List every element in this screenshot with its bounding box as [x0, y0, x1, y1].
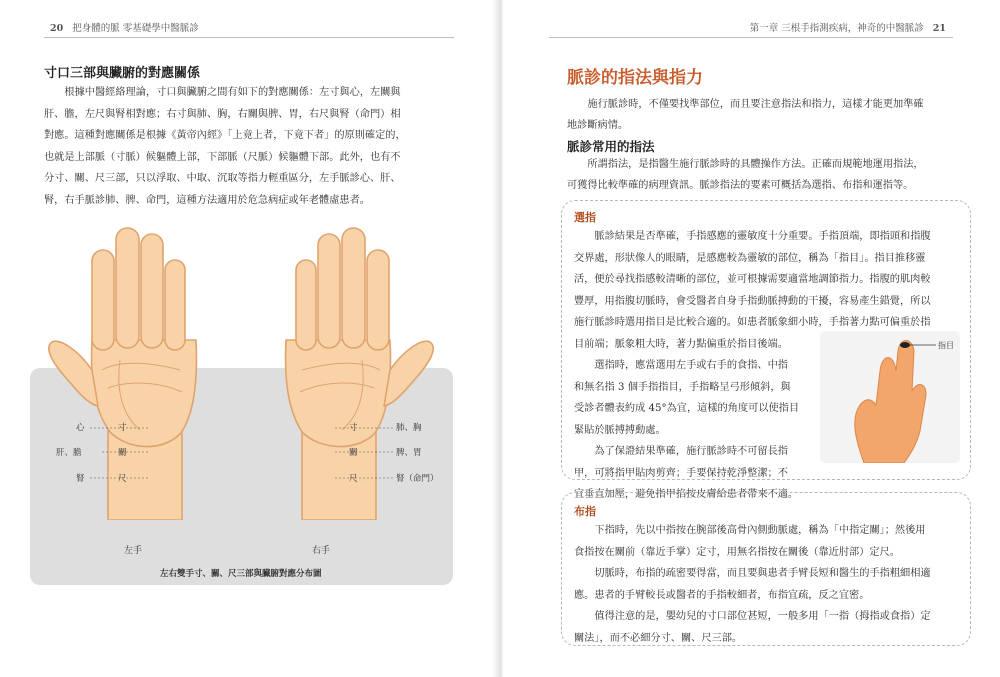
left-organ-kidney: 腎 — [76, 474, 85, 484]
right-organ-mingmen: 腎（命門） — [396, 474, 439, 484]
box2-title: 布指 — [574, 505, 596, 518]
right-subheading: 脈診常用的指法 — [567, 139, 655, 154]
box1-line-6: 目前端；脈象粗大時，著力點偏重於指目後端。 — [574, 338, 788, 350]
intro-line-2: 地診斷病情。 — [567, 120, 629, 131]
left-running-head — [44, 20, 199, 34]
box1-title: 選指 — [574, 211, 596, 224]
left-pos-cun: 寸 — [118, 423, 127, 433]
left-line-1: 根據中醫經絡理論，寸口與臟腑之間有如下的對應關係：左寸與心，左關與 — [64, 87, 401, 98]
left-organ-liver: 肝、膽 — [56, 448, 82, 458]
finger-photo — [820, 331, 960, 463]
box1-short-3: 受診者體表約成 45°為宜，這樣的角度可以使指目 — [574, 403, 800, 414]
hands-illustration — [30, 220, 453, 520]
box1-short-7: 宜垂直加壓，避免指甲掐按皮膚給患者帶來不適。 — [574, 489, 799, 500]
left-header-rule — [44, 37, 454, 38]
right-pos-cun: 寸 — [349, 423, 358, 433]
right-page — [503, 0, 1000, 677]
box1-line-4: 豐厚，用指腹切脈時，會受醫者自身手指動脈搏動的干擾，容易產生錯覺，所以 — [574, 295, 931, 307]
left-hand-label: 左手 — [124, 546, 143, 556]
right-title: 脈診的指法與指力 — [567, 68, 703, 88]
left-heading: 寸口三部與臟腑的對應關係 — [44, 66, 201, 81]
box1-line-3: 活，便於尋找指感較清晰的部位，並可根據需要適當地調節指力。指腹的肌肉較 — [574, 274, 931, 285]
box2-line-2: 食指按在關前（靠近手掌）定寸，用無名指按在關後（靠近肘部）定尺。 — [574, 546, 900, 558]
right-header-rule — [549, 37, 953, 38]
box1-short-5: 為了保證結果準確，施行脈診時不可留長指 — [594, 446, 788, 457]
left-pos-guan: 關 — [118, 448, 127, 458]
box1-line-5: 施行脈診時選用指目是比較合適的。如患者脈象細小時，手指著力點可偏重於指 — [574, 317, 931, 328]
left-line-3: 對應。這種對應關係是根據《黃帝內經》「上竟上者，下竟下者」的原則確定的， — [44, 130, 406, 141]
box1-short-6: 甲，可將指甲貼肉剪齊；手要保持乾淨整潔；不 — [574, 467, 788, 479]
box2-line-5: 值得注意的是，嬰幼兒的寸口部位甚短，一般多用「一指（拇指或食指）定 — [594, 611, 931, 622]
box1-line-1: 脈診結果是否準確，手指感應的靈敏度十分重要。手指頂端，即指頭和指腹 — [594, 231, 931, 242]
sub-line-2: 可獲得比較準確的病理資訊。脈診指法的要素可概括為選指、布指和運指等。 — [567, 180, 914, 191]
left-page — [0, 0, 497, 677]
box1-short-1: 選指時，應當選用左手或右手的食指、中指 — [594, 360, 788, 371]
left-organ-heart: 心 — [76, 423, 85, 433]
box2-line-6: 關法」，而不必細分寸、關、尺三部。 — [574, 632, 743, 644]
left-pos-chi: 尺 — [118, 474, 127, 484]
right-running-head — [750, 20, 952, 34]
sub-line-1: 所謂指法，是指醫生施行脈診時的具體操作方法。正確而規範地運用指法， — [587, 159, 924, 170]
box2-line-4: 應。患者的手臂較長或醫者的手指較細者，布指宜疏，反之宜密。 — [574, 589, 870, 601]
right-pos-guan: 關 — [349, 448, 358, 458]
box1-short-2: 和無名指 3 個手指指目，手指略呈弓形傾斜，與 — [574, 381, 791, 393]
select-finger-box — [561, 200, 971, 500]
left-running-title: 把身體的脈 零基礎學中醫脈診 — [72, 23, 199, 34]
left-page-number: 20 — [50, 23, 64, 34]
left-line-5: 分寸、關、尺三部，只以浮取、中取、沉取等指力輕重區分，左手脈診心、肝、 — [44, 173, 401, 184]
left-line-4: 也就是上部脈（寸脈）候軀體上部，下部脈（尺脈）候軀體下部。此外，也有不 — [44, 151, 401, 163]
right-pos-chi: 尺 — [349, 474, 358, 484]
box1-short-4: 緊貼於脈搏搏動處。 — [574, 424, 666, 436]
figure-caption: 左右雙手寸、關、尺三部與臟腑對應分布圖 — [160, 569, 322, 579]
finger-photo-label: 指目 — [938, 341, 954, 350]
finger-drawing — [820, 331, 960, 463]
right-hand-label: 右手 — [312, 546, 331, 556]
right-organ-lung: 肺、胸 — [396, 423, 422, 433]
right-page-number: 21 — [932, 23, 946, 34]
left-line-6: 腎，右手脈診肺、脾、命門，這種方法適用於危急病症或年老體虛患者。 — [44, 194, 370, 206]
box2-line-1: 下指時，先以中指按在腕部後高骨內側動脈處，稱為「中指定關」；然後用 — [594, 525, 926, 536]
right-running-title: 第一章 三根手指測疾病，神奇的中醫脈診 — [749, 23, 924, 34]
right-organ-spleen: 脾、胃 — [396, 448, 422, 458]
place-finger-box — [561, 492, 971, 646]
box1-line-2: 交界處，形狀像人的眼睛，是感應較為靈敏的部位，稱為「指目」。指目推移靈 — [574, 252, 926, 264]
intro-line-1: 施行脈診時，不僅要找準部位，而且要注意指法和指力，這樣才能更加準確 — [587, 99, 924, 110]
box2-line-3: 切脈時，布指的疏密要得當，而且要與患者手臂長短和醫生的手指粗細相適 — [594, 568, 931, 579]
left-line-2: 肝、膽，左尺與腎相對應；右寸與肺、胸，右關與脾、胃，右尺與腎（命門）相 — [44, 108, 401, 120]
